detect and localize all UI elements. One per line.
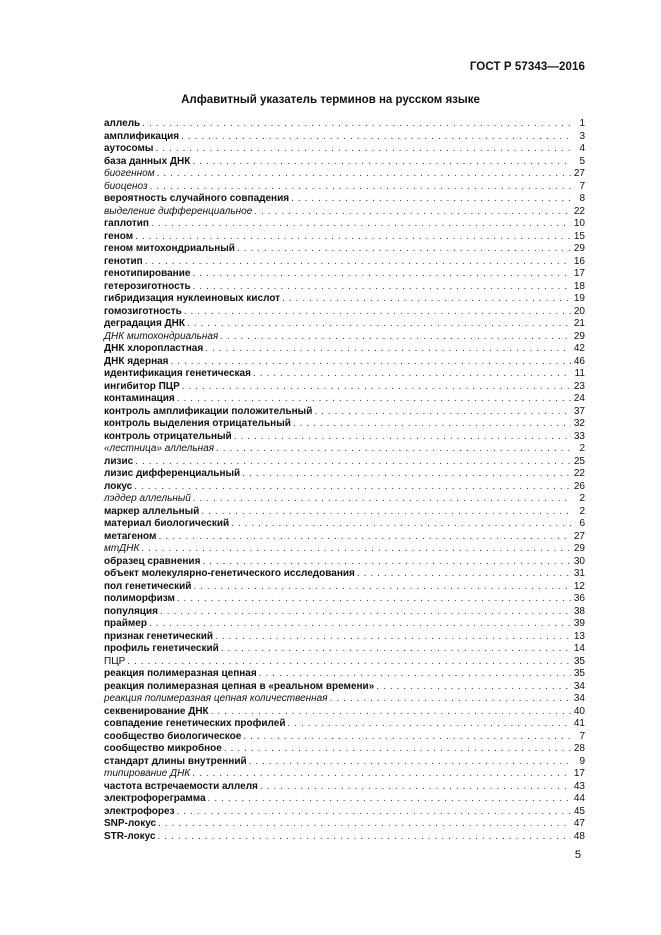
index-page-ref: 25 <box>573 455 585 467</box>
index-entry <box>104 668 585 681</box>
index-entry <box>104 518 585 531</box>
index-title: Алфавитный указатель терминов на русском языке <box>181 94 480 106</box>
dot-leader <box>151 218 571 231</box>
index-page-ref: 9 <box>579 755 585 767</box>
dot-leader <box>201 506 571 519</box>
index-page-ref: 38 <box>573 605 585 617</box>
index-page-ref: 11 <box>574 368 585 379</box>
index-term: популяция <box>104 605 158 617</box>
index-page-ref: 5 <box>579 155 585 167</box>
dot-leader <box>145 256 571 269</box>
dot-leader <box>192 768 571 781</box>
index-page-ref: 18 <box>573 280 585 292</box>
index-term: маркер аллельный <box>104 505 200 517</box>
index-term: гетерозиготность <box>104 280 191 292</box>
index-page-ref: 3 <box>579 130 585 142</box>
dot-leader <box>224 743 571 756</box>
index-term: электрофорез <box>104 805 175 817</box>
index-page-ref: 30 <box>573 555 585 567</box>
index-page-ref: 8 <box>579 193 585 204</box>
dot-leader <box>215 631 571 644</box>
index-page-ref: 24 <box>573 393 585 404</box>
index-term: совпадение генетических профилей <box>104 718 286 729</box>
index-term: контроль выделения отрицательный <box>104 418 291 429</box>
index-entry <box>104 231 585 244</box>
dot-leader <box>220 331 571 344</box>
index-entry <box>104 156 585 169</box>
index-page-ref: 35 <box>573 655 585 667</box>
index-page-ref: 16 <box>573 255 585 267</box>
dot-leader <box>205 343 571 356</box>
index-page-ref: 13 <box>573 630 585 642</box>
index-term: реакция полимеразная цепная в «реальном времени» <box>104 680 375 692</box>
dot-leader <box>221 643 571 656</box>
dot-leader <box>211 706 571 719</box>
dot-leader <box>158 818 571 831</box>
dot-leader <box>249 756 571 769</box>
index-page-ref: 36 <box>573 593 585 604</box>
dot-leader <box>158 531 571 544</box>
index-entry <box>104 731 585 744</box>
index-entry <box>104 331 585 344</box>
index-entry <box>104 831 585 844</box>
index-term: контроль амплификации положительный <box>104 405 313 417</box>
index-entry <box>104 531 585 544</box>
dot-leader <box>314 406 571 419</box>
index-entry <box>104 768 585 781</box>
index-page-ref: 4 <box>579 143 585 154</box>
index-page-ref: 7 <box>579 180 585 192</box>
index-page-ref: 47 <box>573 818 585 829</box>
index-entry <box>104 293 585 306</box>
index-entry <box>104 506 585 519</box>
index-page-ref: 20 <box>573 305 585 317</box>
index-page-ref: 33 <box>573 430 585 442</box>
dot-leader <box>259 668 571 681</box>
index-page-ref: 17 <box>573 768 585 779</box>
dot-leader <box>177 593 571 606</box>
index-page-ref: 12 <box>573 580 585 592</box>
index-entry <box>104 418 585 431</box>
index-entry <box>104 443 585 456</box>
dot-leader <box>182 381 571 394</box>
dot-leader <box>181 131 571 144</box>
dot-leader <box>291 193 571 206</box>
index-page-ref: 23 <box>573 380 585 392</box>
index-term: выделение дифференциальное <box>104 205 253 217</box>
index-term: реакция полимеразная цепная количественная <box>104 693 328 704</box>
index-term: стандарт длины внутренний <box>104 755 247 767</box>
index-term: идентификация генетическая <box>104 368 251 379</box>
index-entry <box>104 693 585 706</box>
dot-leader <box>202 556 571 569</box>
index-entry <box>104 793 585 806</box>
dot-leader <box>234 431 571 444</box>
index-entry <box>104 431 585 444</box>
index-page-ref: 29 <box>573 243 585 254</box>
dot-leader <box>231 518 571 531</box>
index-term: аутосомы <box>104 143 154 154</box>
index-entry <box>104 493 585 506</box>
dot-leader <box>135 231 571 244</box>
index-page-ref: 34 <box>573 693 585 704</box>
index-term: метагеном <box>104 530 157 542</box>
index-term: SNP-локус <box>104 818 157 829</box>
index-entry <box>104 556 585 569</box>
index-term: ДНК ядерная <box>104 355 169 367</box>
dot-leader <box>376 681 571 694</box>
index-entry <box>104 456 585 469</box>
dot-leader <box>330 693 571 706</box>
dot-leader <box>260 781 571 794</box>
index-entry <box>104 356 585 369</box>
index-entry <box>104 131 585 144</box>
index-entry <box>104 306 585 319</box>
dot-leader <box>158 831 571 844</box>
index-term: ДНК хлоропластная <box>104 343 204 354</box>
index-page-ref: 46 <box>573 355 585 367</box>
index-entry <box>104 568 585 581</box>
index-page-ref: 27 <box>573 168 585 179</box>
dot-leader <box>282 293 571 306</box>
index-entry <box>104 743 585 756</box>
term-index <box>104 118 585 843</box>
index-page-ref: 17 <box>573 268 585 279</box>
index-term: образец сравнения <box>104 555 201 567</box>
index-term: STR-локус <box>104 830 156 842</box>
index-term: материал биологический <box>104 518 230 529</box>
index-page-ref: 7 <box>579 730 585 742</box>
index-term: электрофореграмма <box>104 793 206 804</box>
index-page-ref: 37 <box>573 405 585 417</box>
dot-leader <box>193 581 571 594</box>
index-entry <box>104 193 585 206</box>
index-term: ингибитор ПЦР <box>104 380 180 392</box>
index-entry <box>104 318 585 331</box>
index-entry <box>104 243 585 256</box>
index-page-ref: 19 <box>573 293 585 304</box>
dot-leader <box>187 318 571 331</box>
index-entry <box>104 581 585 594</box>
index-page-ref: 34 <box>573 680 585 692</box>
index-term: мтДНК <box>104 543 140 554</box>
index-page-ref: 10 <box>573 218 585 229</box>
dot-leader <box>177 806 571 819</box>
index-page-ref: 43 <box>573 780 585 792</box>
index-term: секвенирование ДНК <box>104 705 209 717</box>
index-term: типирование ДНК <box>104 768 191 779</box>
index-page-ref: 1 <box>579 118 585 129</box>
index-term: генотипирование <box>104 268 191 279</box>
dot-leader <box>208 793 571 806</box>
index-page-ref: 48 <box>573 830 585 842</box>
dot-leader <box>216 443 571 456</box>
index-entry <box>104 343 585 356</box>
index-term: ДНК митохондриальная <box>104 330 219 342</box>
index-term: аллель <box>104 118 141 129</box>
index-page-ref: 14 <box>573 643 585 654</box>
index-entry <box>104 406 585 419</box>
index-term: локус <box>104 480 133 492</box>
dot-leader <box>171 356 571 369</box>
index-term: лэддер аллельный <box>104 493 191 504</box>
index-term: контроль отрицательный <box>104 430 232 442</box>
dot-leader <box>160 606 571 619</box>
index-page-ref: 15 <box>573 230 585 242</box>
dot-leader <box>253 368 571 381</box>
index-entry <box>104 593 585 606</box>
index-page-ref: 45 <box>573 805 585 817</box>
index-term: полиморфизм <box>104 593 175 604</box>
index-entry <box>104 656 585 669</box>
index-page-ref: 42 <box>573 343 585 354</box>
dot-leader <box>142 118 571 131</box>
index-page-ref: 21 <box>573 318 585 329</box>
dot-leader <box>193 281 571 294</box>
index-term: гибридизация нуклеиновых кислот <box>104 293 281 304</box>
index-term: лизис дифференциальный <box>104 468 241 479</box>
index-page-ref: 2 <box>579 443 585 454</box>
dot-leader <box>293 418 571 431</box>
dot-leader <box>254 206 571 219</box>
index-term: «лестница» аллельная <box>104 443 215 454</box>
index-entry <box>104 268 585 281</box>
index-term: признак генетический <box>104 630 213 642</box>
page-number: 5 <box>574 849 581 861</box>
index-term: праймер <box>104 618 147 629</box>
index-page-ref: 41 <box>573 718 585 729</box>
index-term: сообщество биологическое <box>104 730 242 742</box>
index-entry <box>104 543 585 556</box>
index-entry <box>104 618 585 631</box>
index-term: контаминация <box>104 393 175 404</box>
index-page-ref: 31 <box>573 568 585 579</box>
dot-leader <box>155 143 571 156</box>
index-term: геном митохондриальный <box>104 243 235 254</box>
index-term: деградация ДНК <box>104 318 186 329</box>
index-page-ref: 29 <box>573 330 585 342</box>
index-term: объект молекулярно-генетического исследования <box>104 568 355 579</box>
index-page-ref: 35 <box>573 668 585 679</box>
index-page-ref: 26 <box>573 480 585 492</box>
index-term: биоценоз <box>104 180 148 192</box>
index-entry <box>104 818 585 831</box>
dot-leader <box>127 656 571 669</box>
index-page-ref: 28 <box>573 743 585 754</box>
index-page-ref: 6 <box>579 518 585 529</box>
index-entry <box>104 631 585 644</box>
index-entry <box>104 393 585 406</box>
dot-leader <box>237 243 571 256</box>
index-entry <box>104 218 585 231</box>
index-term: сообщество микробное <box>104 743 222 754</box>
index-term: генотип <box>104 255 143 267</box>
dot-leader <box>150 181 571 194</box>
index-page-ref: 27 <box>573 530 585 542</box>
document-id: ГОСТ Р 57343—2016 <box>469 61 585 73</box>
index-term: амплификация <box>104 130 180 142</box>
index-page-ref: 22 <box>573 468 585 479</box>
dot-leader <box>193 493 571 506</box>
index-page-ref: 29 <box>573 543 585 554</box>
index-entry <box>104 256 585 269</box>
index-term: пол генетический <box>104 580 192 592</box>
index-entry <box>104 706 585 719</box>
index-term: лизис <box>104 455 134 467</box>
index-entry <box>104 781 585 794</box>
index-term: вероятность случайного совпадения <box>104 193 290 204</box>
dot-leader <box>242 468 571 481</box>
index-entry <box>104 806 585 819</box>
dot-leader <box>184 306 571 319</box>
index-term: частота встречаемости аллеля <box>104 780 258 792</box>
index-entry <box>104 643 585 656</box>
index-entry <box>104 718 585 731</box>
index-page-ref: 32 <box>573 418 585 429</box>
index-term: профиль генетический <box>104 643 219 654</box>
index-page-ref: 40 <box>573 705 585 717</box>
index-entry <box>104 468 585 481</box>
index-term: гаплотип <box>104 218 149 229</box>
index-page-ref: 39 <box>573 618 585 629</box>
index-entry <box>104 143 585 156</box>
dot-leader <box>135 456 571 469</box>
index-term: ПЦР <box>104 655 126 667</box>
dot-leader <box>243 731 571 744</box>
index-entry <box>104 206 585 219</box>
dot-leader <box>177 393 571 406</box>
index-term: биогенном <box>104 168 155 179</box>
index-page-ref: 2 <box>579 505 585 517</box>
index-page-ref: 22 <box>573 205 585 217</box>
dot-leader <box>157 168 571 181</box>
index-term: реакция полимеразная цепная <box>104 668 257 679</box>
dot-leader <box>141 543 571 556</box>
index-entry <box>104 381 585 394</box>
dot-leader <box>134 481 571 494</box>
index-entry <box>104 606 585 619</box>
index-entry <box>104 168 585 181</box>
index-entry <box>104 368 585 381</box>
dot-leader <box>287 718 571 731</box>
index-entry <box>104 681 585 694</box>
dot-leader <box>192 268 571 281</box>
index-page-ref: 44 <box>573 793 585 804</box>
dot-leader <box>357 568 571 581</box>
dot-leader <box>149 618 571 631</box>
index-entry <box>104 118 585 131</box>
dot-leader <box>192 156 571 169</box>
index-entry <box>104 181 585 194</box>
index-entry <box>104 281 585 294</box>
index-entry <box>104 481 585 494</box>
index-entry <box>104 756 585 769</box>
index-term: база данных ДНК <box>104 155 191 167</box>
index-term: геном <box>104 230 134 242</box>
index-term: гомозиготность <box>104 305 182 317</box>
index-page-ref: 2 <box>579 493 585 504</box>
